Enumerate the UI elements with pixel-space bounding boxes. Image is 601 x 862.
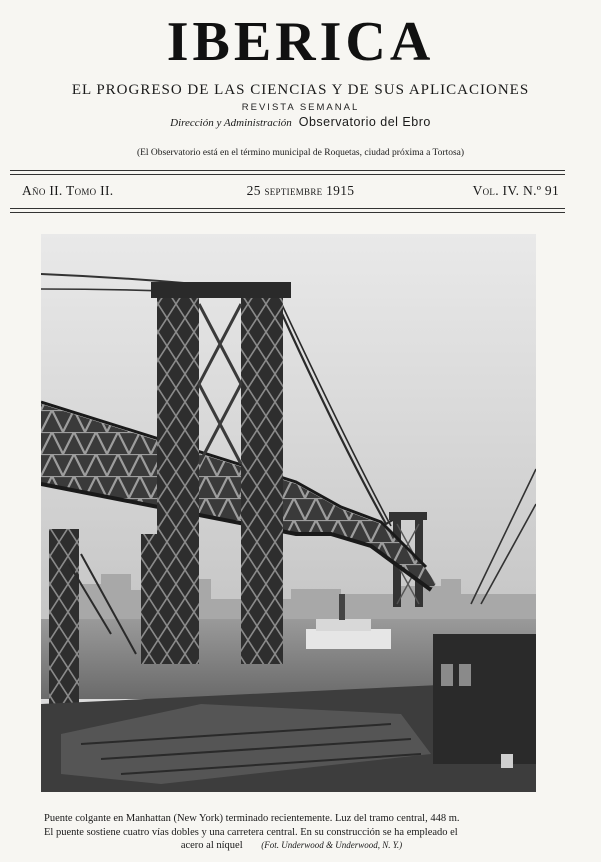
- direction-line: [0, 115, 601, 130]
- caption-line-2: El puente sostiene cuatro vías dobles y una carretera central. En su construcción se ha empleado el: [44, 826, 458, 838]
- header-rule-bottom: [10, 208, 565, 209]
- observatory-name: Observatorio del Ebro: [298, 115, 431, 129]
- issue-number: Vol. IV. N.º 91: [472, 183, 559, 198]
- header-rule-top-inner: [10, 174, 565, 175]
- photo-caption: [44, 812, 539, 853]
- year-volume: Año II. Tomo II.: [22, 183, 114, 198]
- photo-credit: (Fot. Underwood & Underwood, N. Y.): [261, 840, 403, 850]
- issue-date: 25 septiembre 1915: [246, 183, 355, 198]
- direction-label: Dirección y Administración: [170, 117, 292, 129]
- caption-line-3: acero al níquel: [180, 840, 243, 851]
- bridge-photograph: [41, 234, 536, 792]
- location-note: (El Observatorio está en el término municipal de Roquetas, ciudad próxima a Tortosa): [136, 148, 465, 158]
- header-rule-top: [10, 170, 565, 171]
- weekly-label: REVISTA SEMANAL: [241, 102, 360, 113]
- caption-line-1: Puente colgante en Manhattan (New York) terminado recientemente. Luz del tramo central, 448 m.: [44, 813, 460, 824]
- journal-subtitle: EL PROGRESO DE LAS CIENCIAS Y DE SUS APLICACIONES: [71, 82, 530, 98]
- journal-title: IBERICA: [166, 11, 435, 73]
- header-rule-bottom-inner: [10, 212, 565, 213]
- caption-line-3-wrap: [44, 839, 539, 853]
